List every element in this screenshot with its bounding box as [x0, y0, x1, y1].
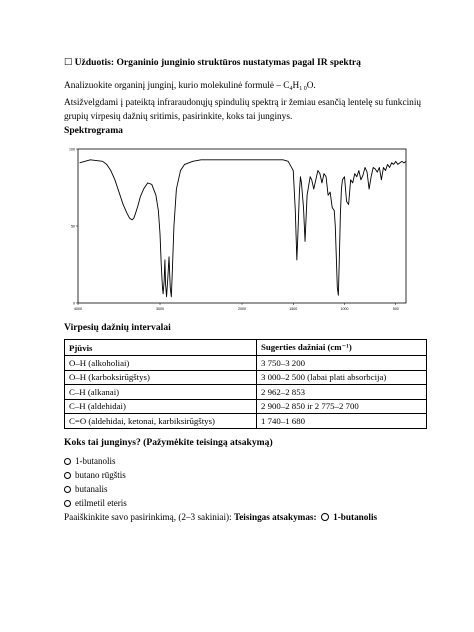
formula-hydrogen: H [292, 81, 300, 91]
formula-carbon-subscript: 4 [289, 86, 293, 92]
x-tick-label: 1000 [340, 307, 349, 311]
question-heading: Koks tai junginys? (Pažymėkite teisingą atsakymą) [64, 437, 273, 448]
frequency-cell: 3 000–2 500 (labai plati absorbcija) [257, 370, 427, 385]
table-header-row [65, 340, 427, 356]
table-row [65, 356, 427, 371]
y-tick-label: 0 [73, 301, 75, 306]
plot-frame [78, 149, 406, 303]
formula-hydrogen-subscript: 1 0 [299, 86, 307, 92]
y-tick-label: 100 [69, 147, 75, 152]
option-butano-rugstis[interactable] [64, 468, 127, 482]
frequency-cell: 3 750–3 200 [257, 356, 427, 371]
formula-sentence: Analizuokite organinį junginį, kurio molekulinė formulė – $C_4H_{1 0}O$. [64, 81, 316, 92]
vibration-cell: O–H (alkoholiai) [65, 356, 257, 371]
spectrum-heading: Spektrograma [64, 125, 123, 136]
header-vibration: Pjūvis [65, 340, 257, 356]
option-etilmetil-eteris[interactable] [64, 496, 127, 510]
vibration-cell: C–H (aldehidai) [65, 399, 257, 414]
header-frequency: Sugerties dažniai (cm⁻¹) [257, 340, 427, 356]
table-row [65, 370, 427, 385]
radio-icon[interactable] [64, 472, 71, 479]
answer-label: Teisingas atsakymas: [233, 512, 317, 522]
option-label: butanalis [75, 484, 108, 494]
radio-icon[interactable] [64, 486, 71, 493]
answer-radio-icon [321, 513, 329, 521]
frequency-cell: 2 962–2 853 [257, 385, 427, 400]
ir-spectrum-chart [66, 143, 412, 315]
frequency-table [64, 339, 427, 429]
explanation-prompt: Paaiškinkite savo pasirinkimą, (2–3 sakiniai): [64, 512, 232, 522]
task-icon: ☐ [64, 57, 73, 68]
option-1-butanolis[interactable] [64, 454, 127, 468]
answer-options [64, 454, 127, 510]
option-label: etilmetil eteris [75, 498, 127, 508]
task-intro [64, 79, 424, 124]
y-tick-label: 50 [71, 224, 75, 229]
answer-value: 1-butanolis [333, 512, 378, 522]
option-butanalis[interactable] [64, 482, 127, 496]
table-row [65, 414, 427, 429]
frequency-cell: 1 740–1 680 [257, 414, 427, 429]
x-tick-label: 4000 [74, 307, 82, 311]
frequency-cell: 2 900–2 850 ir 2 775–2 700 [257, 399, 427, 414]
table-heading: Virpesių dažnių intervalai [64, 322, 171, 333]
x-tick-label: 500 [392, 307, 399, 311]
radio-icon[interactable] [64, 458, 71, 465]
x-tick-label: 2000 [238, 307, 246, 311]
task-title-text: Užduotis: Organinio junginio struktūros nustatymas pagal IR spektrą [74, 57, 361, 68]
x-tick-label: 3000 [156, 307, 164, 311]
vibration-cell: C=O (aldehidai, ketonai, karbiksirūgštys) [65, 414, 257, 429]
table-row [65, 385, 427, 400]
option-label: butano rūgštis [75, 470, 126, 480]
instruction-sentence: Atsižvelgdami į pateiktą infraraudonųjų spindulių spektrą ir žemiau esančią lentelę su funkcinių grupių virpesių dažnių sritimis, pasirinkite, koks tai junginys. [64, 98, 422, 122]
spectrum-line [80, 160, 406, 297]
option-label: 1-butanolis [75, 456, 116, 466]
task-title [64, 57, 361, 68]
radio-icon[interactable] [64, 500, 71, 507]
table-row [65, 399, 427, 414]
vibration-cell: O–H (karboksirūgštys) [65, 370, 257, 385]
vibration-cell: C–H (alkanai) [65, 385, 257, 400]
x-tick-label: 1500 [289, 307, 298, 311]
explanation-line [64, 512, 377, 522]
